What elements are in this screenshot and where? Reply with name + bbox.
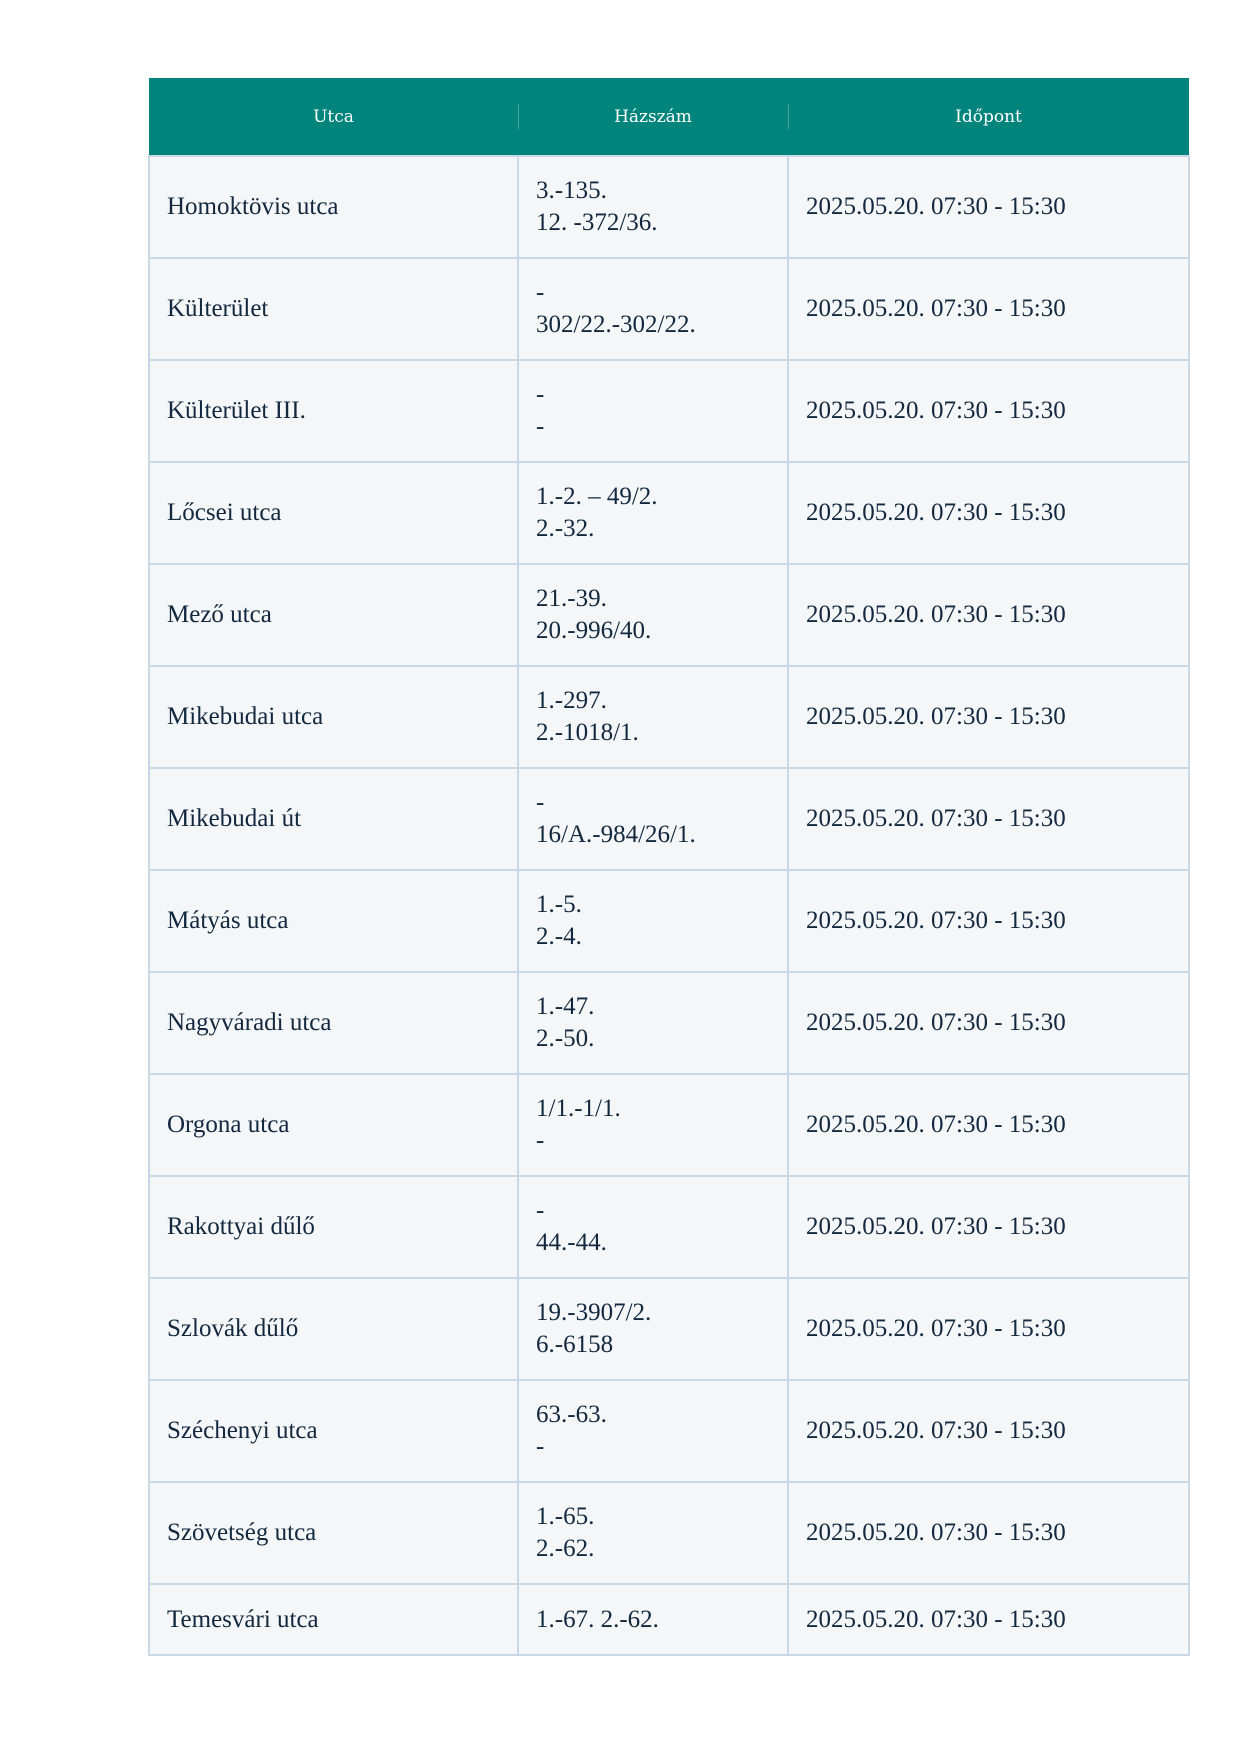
house-number-cell bbox=[518, 768, 788, 870]
table-row bbox=[149, 1176, 1189, 1278]
table-row bbox=[149, 768, 1189, 870]
house-number-range: 2.-4. bbox=[536, 923, 582, 950]
house-number-range: 16/A.-984/26/1. bbox=[536, 821, 696, 848]
street-cell: Orgona utca bbox=[149, 1074, 518, 1176]
street-cell: Rakottyai dűlő bbox=[149, 1176, 518, 1278]
street-cell: Mikebudai út bbox=[149, 768, 518, 870]
street-cell: Széchenyi utca bbox=[149, 1380, 518, 1482]
time-cell: 2025.05.20. 07:30 - 15:30 bbox=[788, 462, 1189, 564]
house-number-range: 1.-65. bbox=[536, 1503, 595, 1530]
house-number-range: 63.-63. bbox=[536, 1401, 607, 1428]
time-cell: 2025.05.20. 07:30 - 15:30 bbox=[788, 1380, 1189, 1482]
house-number-range: 2.-50. bbox=[536, 1025, 595, 1052]
house-number-cell bbox=[518, 462, 788, 564]
table-row bbox=[149, 1074, 1189, 1176]
house-number-cell bbox=[518, 156, 788, 258]
house-number-range: - bbox=[536, 279, 545, 306]
house-number-range: 2.-62. bbox=[536, 1535, 595, 1562]
house-number-range: - bbox=[536, 1197, 545, 1224]
time-cell: 2025.05.20. 07:30 - 15:30 bbox=[788, 870, 1189, 972]
street-cell: Homoktövis utca bbox=[149, 156, 518, 258]
header-row bbox=[149, 78, 1189, 156]
column-header-house-number: Házszám bbox=[518, 78, 788, 156]
house-number-cell bbox=[518, 1278, 788, 1380]
table-row bbox=[149, 1380, 1189, 1482]
table-row bbox=[149, 870, 1189, 972]
time-cell: 2025.05.20. 07:30 - 15:30 bbox=[788, 1482, 1189, 1584]
house-number-cell bbox=[518, 666, 788, 768]
street-cell: Mikebudai utca bbox=[149, 666, 518, 768]
house-number-cell bbox=[518, 564, 788, 666]
table-row bbox=[149, 462, 1189, 564]
schedule-table bbox=[148, 78, 1190, 1656]
house-number-range: 1.-47. bbox=[536, 993, 595, 1020]
time-cell: 2025.05.20. 07:30 - 15:30 bbox=[788, 666, 1189, 768]
street-cell: Szlovák dűlő bbox=[149, 1278, 518, 1380]
time-cell: 2025.05.20. 07:30 - 15:30 bbox=[788, 258, 1189, 360]
column-header-street: Utca bbox=[149, 78, 518, 156]
street-cell: Mátyás utca bbox=[149, 870, 518, 972]
table-row bbox=[149, 1482, 1189, 1584]
time-cell: 2025.05.20. 07:30 - 15:30 bbox=[788, 360, 1189, 462]
house-number-range: 44.-44. bbox=[536, 1229, 607, 1256]
table-row bbox=[149, 156, 1189, 258]
table-row bbox=[149, 258, 1189, 360]
house-number-range: 1/1.-1/1. bbox=[536, 1095, 621, 1122]
house-number-range: - bbox=[536, 381, 545, 408]
house-number-range: 12. -372/36. bbox=[536, 209, 658, 236]
house-number-cell bbox=[518, 1482, 788, 1584]
house-number-cell bbox=[518, 258, 788, 360]
street-cell: Lőcsei utca bbox=[149, 462, 518, 564]
house-number-range: - bbox=[536, 1433, 545, 1460]
house-number-range: - bbox=[536, 1127, 545, 1154]
time-cell: 2025.05.20. 07:30 - 15:30 bbox=[788, 564, 1189, 666]
time-cell: 2025.05.20. 07:30 - 15:30 bbox=[788, 1278, 1189, 1380]
house-number-range: 1.-5. bbox=[536, 891, 582, 918]
house-number-range: 21.-39. bbox=[536, 585, 607, 612]
table-row bbox=[149, 1278, 1189, 1380]
street-cell: Temesvári utca bbox=[149, 1584, 518, 1655]
time-cell: 2025.05.20. 07:30 - 15:30 bbox=[788, 972, 1189, 1074]
time-cell: 2025.05.20. 07:30 - 15:30 bbox=[788, 768, 1189, 870]
column-header-time: Időpont bbox=[788, 78, 1189, 156]
table-row bbox=[149, 972, 1189, 1074]
house-number-range: 6.-6158 bbox=[536, 1331, 614, 1358]
table-row bbox=[149, 1584, 1189, 1655]
time-cell: 2025.05.20. 07:30 - 15:30 bbox=[788, 156, 1189, 258]
house-number-cell bbox=[518, 1074, 788, 1176]
house-number-cell bbox=[518, 972, 788, 1074]
house-number-range: 2.-32. bbox=[536, 515, 595, 542]
house-number-range: - bbox=[536, 789, 545, 816]
time-cell: 2025.05.20. 07:30 - 15:30 bbox=[788, 1176, 1189, 1278]
table-row bbox=[149, 666, 1189, 768]
house-number-range: 3.-135. bbox=[536, 177, 607, 204]
house-number-cell bbox=[518, 360, 788, 462]
street-cell: Nagyváradi utca bbox=[149, 972, 518, 1074]
house-number-range: 1.-2. – 49/2. bbox=[536, 483, 658, 510]
table-row bbox=[149, 564, 1189, 666]
house-number-range: 1.-297. bbox=[536, 687, 607, 714]
time-cell: 2025.05.20. 07:30 - 15:30 bbox=[788, 1074, 1189, 1176]
house-number-range: 19.-3907/2. bbox=[536, 1299, 652, 1326]
street-cell: Szövetség utca bbox=[149, 1482, 518, 1584]
table-header bbox=[149, 78, 1189, 156]
house-number-cell bbox=[518, 870, 788, 972]
street-cell: Külterület III. bbox=[149, 360, 518, 462]
table-body bbox=[149, 156, 1189, 1655]
street-cell: Külterület bbox=[149, 258, 518, 360]
house-number-range: 1.-67. 2.-62. bbox=[536, 1605, 659, 1633]
house-number-range: 20.-996/40. bbox=[536, 617, 652, 644]
house-number-cell bbox=[518, 1380, 788, 1482]
house-number-cell bbox=[518, 1176, 788, 1278]
time-cell: 2025.05.20. 07:30 - 15:30 bbox=[788, 1584, 1189, 1655]
house-number-cell bbox=[518, 1584, 788, 1655]
table-row bbox=[149, 360, 1189, 462]
street-cell: Mező utca bbox=[149, 564, 518, 666]
house-number-range: 2.-1018/1. bbox=[536, 719, 639, 746]
house-number-range: - bbox=[536, 413, 545, 440]
house-number-range: 302/22.-302/22. bbox=[536, 311, 696, 338]
